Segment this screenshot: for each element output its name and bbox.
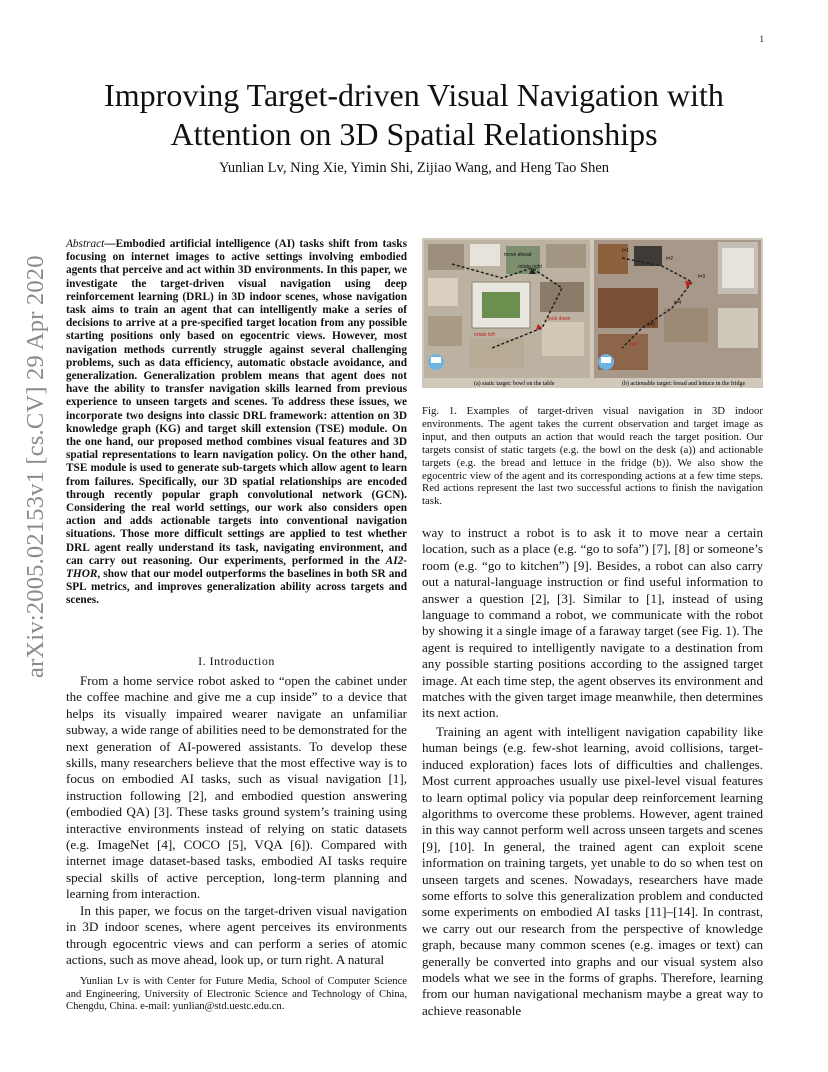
figure-label: move ahead <box>504 252 532 258</box>
figure-label: rotate left <box>474 332 495 338</box>
abstract-tail: , show that our model outperforms the baselines in both SR and SPL metrics, and improves generalization ability across targets and scenes. <box>66 568 407 607</box>
figure-label: t=3 <box>698 274 706 280</box>
abstract-env: AI2-THOR <box>66 554 407 581</box>
page-number: 1 <box>759 34 764 44</box>
abstract <box>66 238 407 608</box>
intro-paragraph-2: In this paper, we focus on the target-driven visual navigation in 3D indoor scenes, where agent perceives its environments through egocentric views and can perform a series of atomic actions, such as move ahead, look up, or turn right. A natural <box>66 902 407 967</box>
intro-body <box>66 673 407 968</box>
right-column-body <box>422 525 763 1019</box>
intro-paragraph-1: From a home service robot asked to “open the cabinet under the coffee machine and give me a cup inside” to a device that helps its visually impaired wearer navigate an unfamiliar subway, a wide range of abilities need to be demonstrated for the next generation of AI-powered assistants. To develop these skills, many researchers believe that the most effective way is to focus on embodied AI tasks, such as visual navigation [1], instruction following [2], and embodied question answering (embodied QA) [3]. These tasks ground system’s training using interactive environments instead of relying on static datasets (e.g. ImageNet [4], COCO [5], VQA [6]). Compared with internet image dataset-based tasks, embodied AI tasks require special skills of active perception, long-term planning and learning from interaction. <box>66 673 407 902</box>
figure-label: rotate right <box>518 264 542 270</box>
right-paragraph-2: Training an agent with intelligent navigation capability like human beings (e.g. few-shot learning, avoid collisions, target-induced exploration) faces lots of difficulties and challenges. Most current approaches usually use pixel-level visual features to learn optimal policy via popular deep reinforcement learning algorithms to overcome these problems. However, agent trained in this way cannot perform well across unseen targets and scenes [9], [10]. In general, the trained agent can exploit scene information on training targets, yet unable to do so when test on unseen targets and scenes. Nowadays, researchers have made some efforts to solve this generalization problem and conducted some experiments on embodied AI tasks [11]–[14]. In contrast, we carry out our research from the perspective of knowledge graph, because many common scenes (e.g. images or text) can generally be converted into graphs and our visual system also models what we see in the forms of graphs. Therefore, learning from our human navigational mechanism maybe a great way to achieve reasonable <box>422 723 763 1018</box>
figure-label: t=2 <box>666 256 674 262</box>
caption-label: Fig. 1. <box>422 405 457 417</box>
figure-1 <box>422 238 763 388</box>
paper-authors: Yunlian Lv, Ning Xie, Yimin Shi, Zijiao Wang, and Heng Tao Shen <box>218 160 610 176</box>
footnote: Yunlian Lv is with Center for Future Media, School of Computer Science and Engineering, University of Electronic Science and Technology of China, Chengdu, China. e-mail: yunlian@std.uestc.edu.cn. <box>66 976 407 1013</box>
figure-label: t=4 <box>674 300 682 306</box>
figure-label: t=1 <box>622 248 630 254</box>
abstract-text: —Embodied artificial intelligence (AI) tasks shift from tasks focusing on internet images to active settings involving embodied agents that perceive and act within 3D environments. In this paper, we investigate the target-driven visual navigation using deep reinforcement learning (DRL) in 3D indoor scenes, whose navigation task aims to train an agent that can intelligently make a series of decisions to arrive at a pre-specified target location from any possible starting positions only based on egocentric views. However, most navigation methods currently struggle against several challenging problems, such as data efficiency, automatic obstacle avoidance, and generalization. Generalization problem means that agent does not have the ability to transfer navigation skills learned from previous experience to unseen targets and scenes. To address these issues, we incorporate two designs into classic DRL framework: attention on 3D knowledge graph (KG) and target skill extension (TSE) module. On the one hand, our proposed method combines visual features and 3D spatial representations to learn navigation policy. On the other hand, TSE module is used to generate sub-targets which allow agent to learn from failures. Specifically, our 3D spatial relationships are encoded through recently popular graph convolutional network (GCN). Considering the real world settings, our work also considers open action and adds actionable targets into conventional navigation situations. Those more difficult settings are applied to test whether DRL agent really understand its task, navigating environment, and can carry out reasoning. Our experiments, performed in the <box>66 238 407 567</box>
abstract-lead: Abstract <box>66 238 105 250</box>
figure-caption <box>422 405 763 508</box>
paper-title: Improving Target-driven Visual Navigation with Attention on 3D Spatial Relationships <box>104 77 724 152</box>
figure-illustration <box>422 238 763 388</box>
figure-label: t=5 <box>648 322 656 328</box>
caption-text: Examples of target-driven visual navigation in 3D indoor environments. The agent takes the current observation and target image as input, and then outputs an action that would reach the target position. Our targets consist of static targets (e.g. the bowl on the desk (a)) and actionable targets (e.g. the bread and lettuce in the fridge (b)). We also show the egocentric view of the agent and its corresponding actions at a few time steps. Red actions represent the last two successful actions to finish the navigation task. <box>422 405 764 508</box>
figure-label: t=n <box>630 342 638 348</box>
arxiv-stamp: arXiv:2005.02153v1 [cs.CV] 29 Apr 2020 <box>22 255 49 678</box>
figure-label: look down <box>548 316 571 322</box>
figure-sublabel-a: (a) static target: bowl on the table <box>474 381 555 387</box>
right-paragraph-1: way to instruct a robot is to ask it to move near a certain location, such as a place (e.g. “go to sofa”) [7], [8] or someone’s room (e.g. “go to kitchen”) [9]. Besides, a robot can also carry out a natural-language instruction or find useful information to answer a question [2], [3]. Similar to [1], instead of using language to command a robot, we communicate with the robot by showing it a single image of a faraway target (see Fig. 1). The agent is required to intelligently navigate to a destination from any possible starting positions according to the assigned target image. At each time step, the agent observes its environment and matches with the given target image meanwhile, then determines its next action. <box>422 525 763 721</box>
section-heading: I. Introduction <box>198 654 275 668</box>
figure-sublabel-b: (b) actionable target: bread and lettuce in the fridge <box>622 381 746 387</box>
